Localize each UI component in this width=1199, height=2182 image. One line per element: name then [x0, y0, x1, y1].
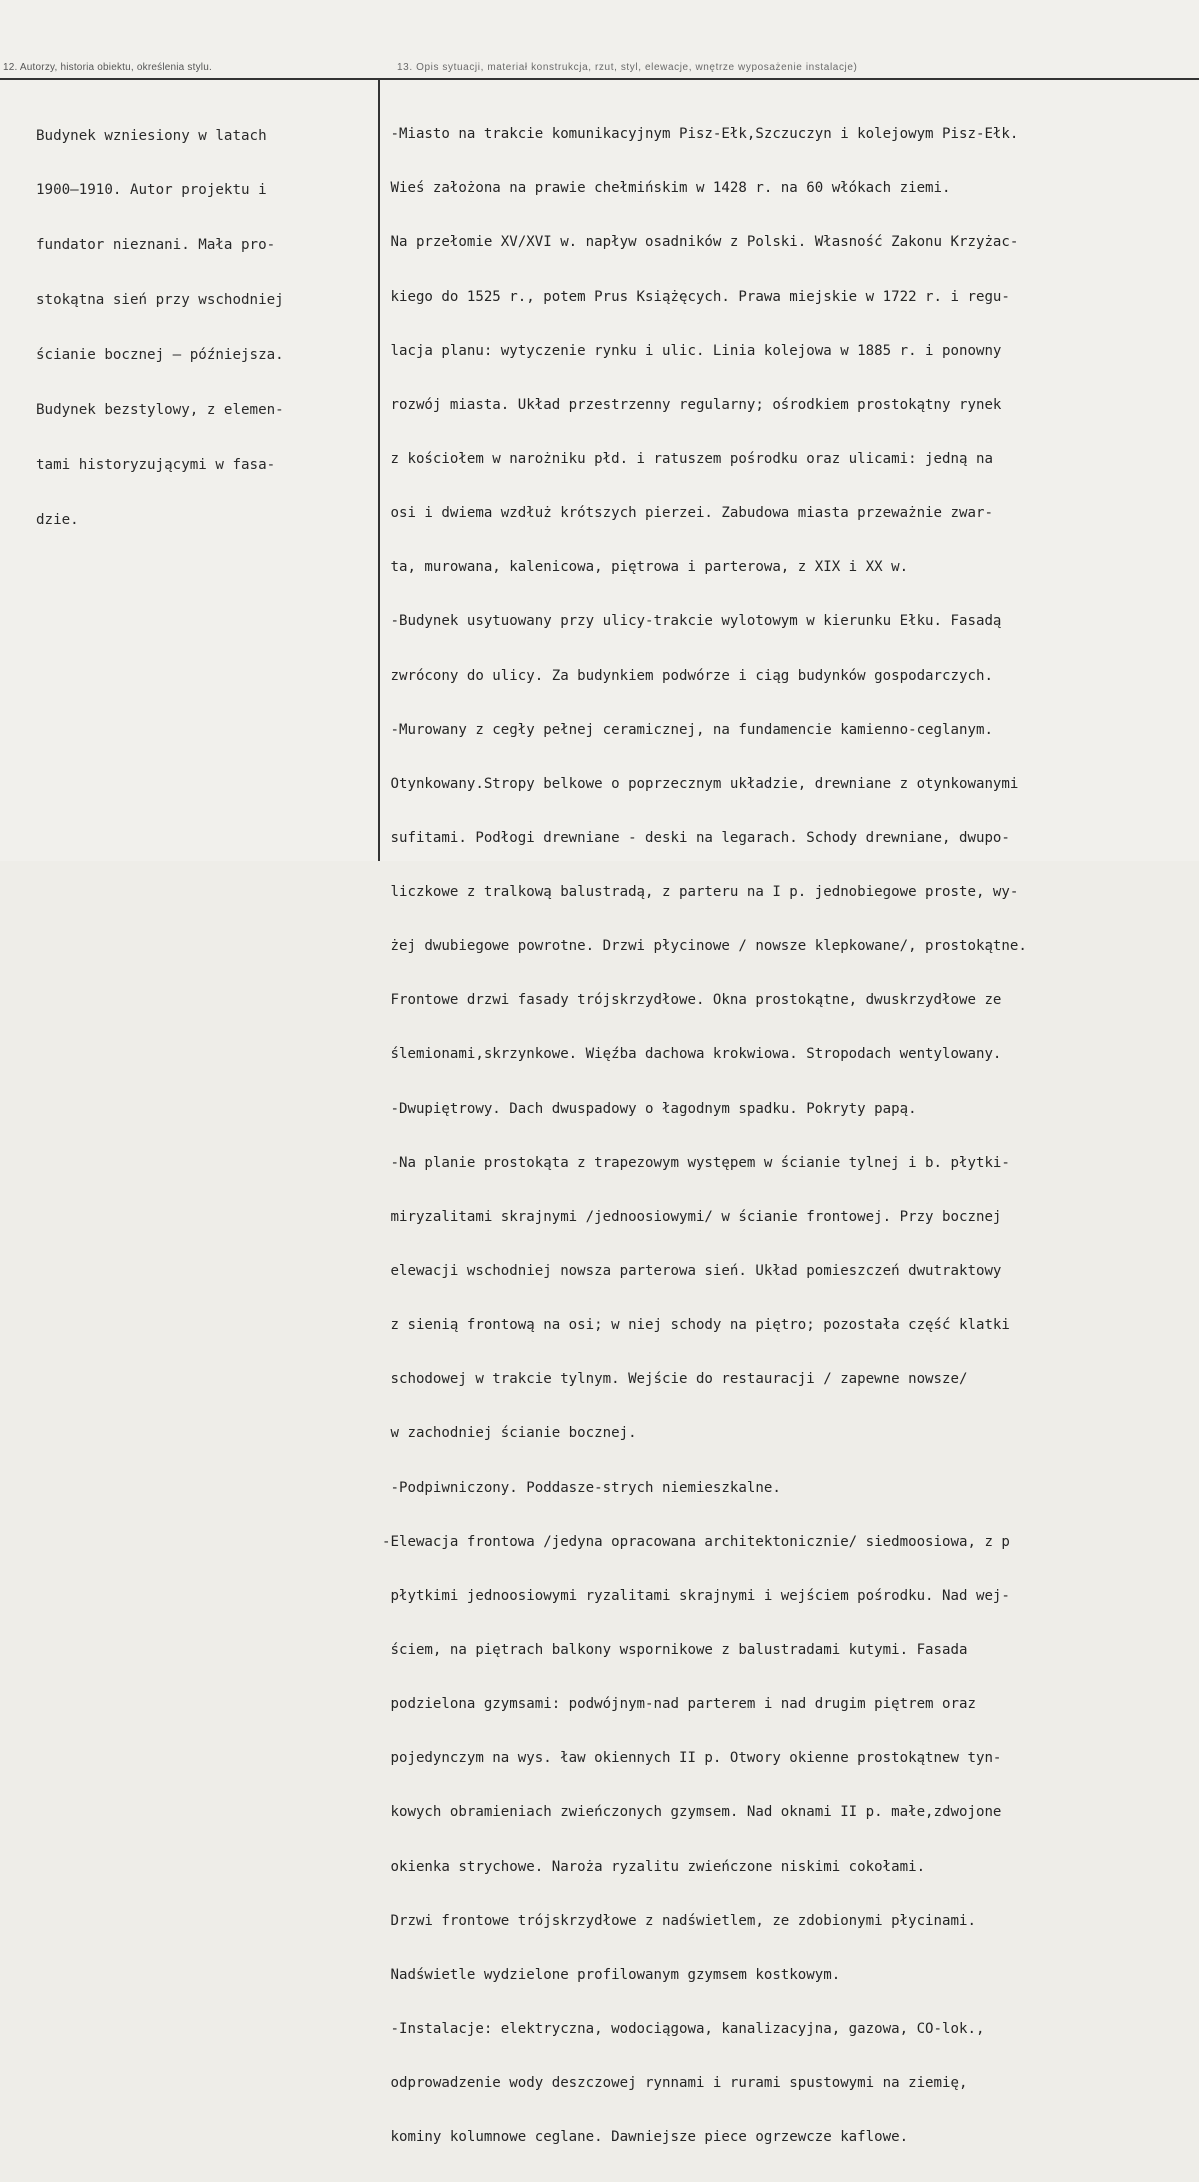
- text-line: miryzalitami skrajnymi /jednoosiowymi/ w ścianie frontowej. Przy bocznej: [382, 1208, 1002, 1225]
- text-line: podzielona gzymsami: podwójnym-nad parterem i nad drugim piętrem oraz: [382, 1696, 976, 1713]
- text-line: fundator nieznani. Mała pro-: [36, 237, 276, 254]
- text-line: -Murowany z cegły pełnej ceramicznej, na fundamencie kamienno-ceglanym.: [382, 721, 993, 738]
- text-line: -Instalacje: elektryczna, wodociągowa, kanalizacyjna, gazowa, CO-lok.,: [382, 2021, 985, 2038]
- text-line: rozwój miasta. Układ przestrzenny regularny; ośrodkiem prostokątny rynek: [382, 396, 1002, 413]
- text-line: w zachodniej ścianie bocznej.: [382, 1425, 637, 1442]
- text-line: odprowadzenie wody deszczowej rynnami i rurami spustowymi na ziemię,: [382, 2075, 968, 2092]
- text-line: -Dwupiętrowy. Dach dwuspadowy o łagodnym spadku. Pokryty papą.: [382, 1100, 917, 1117]
- text-line: Otynkowany.Stropy belkowe o poprzecznym układzie, drewniane z otynkowanymi: [382, 775, 1019, 792]
- text-line: schodowej w trakcie tylnym. Wejście do restauracji / zapewne nowsze/: [382, 1371, 968, 1388]
- text-line: Drzwi frontowe trójskrzydłowe z nadświetlem, ze zdobionymi płycinami.: [382, 1912, 976, 1929]
- text-line: sufitami. Podłogi drewniane - deski na legarach. Schody drewniane, dwupo-: [382, 829, 1010, 846]
- column-divider: [378, 78, 380, 861]
- text-line: z sienią frontową na osi; w niej schody na piętro; pozostała część klatki: [382, 1317, 1010, 1334]
- text-line: ścianie bocznej – późniejsza.: [36, 347, 284, 364]
- text-line: żej dwubiegowe powrotne. Drzwi płycinowe / nowsze klepkowane/, prostokątne.: [382, 938, 1027, 955]
- section-13-header: 13. Opis sytuacji, materiał konstrukcja, rzut, styl, elewacje, wnętrze wyposażenie instalacje): [397, 62, 858, 73]
- text-line: płytkimi jednoosiowymi ryzalitami skrajnymi i wejściem pośrodku. Nad wej-: [382, 1587, 1010, 1604]
- header-divider: [0, 78, 1199, 80]
- text-line: Budynek bezstylowy, z elemen-: [36, 402, 284, 419]
- text-line: okienka strychowe. Naroża ryzalitu zwieńczone niskimi cokołami.: [382, 1858, 926, 1875]
- text-line: elewacji wschodniej nowsza parterowa sień. Układ pomieszczeń dwutraktowy: [382, 1263, 1002, 1280]
- text-line: -Miasto na trakcie komunikacyjnym Pisz-Ełk,Szczuczyn i kolejowym Pisz-Ełk.: [382, 126, 1019, 143]
- text-line: -Na planie prostokąta z trapezowym występem w ścianie tylnej i b. płytki-: [382, 1154, 1010, 1171]
- text-line: kowych obramieniach zwieńczonych gzymsem. Nad oknami II p. małe,zdwojone: [382, 1804, 1002, 1821]
- text-line: dzie.: [36, 511, 79, 528]
- text-line: liczkowe z tralkową balustradą, z parteru na I p. jednobiegowe proste, wy-: [382, 884, 1019, 901]
- text-line: ta, murowana, kalenicowa, piętrowa i parterowa, z XIX i XX w.: [382, 559, 909, 576]
- text-line: 1900–1910. Autor projektu i: [36, 182, 267, 199]
- text-line: ślemionami,skrzynkowe. Więźba dachowa krokwiowa. Stropodach wentylowany.: [382, 1046, 1002, 1063]
- text-line: Nadświetle wydzielone profilowanym gzymsem kostkowym.: [382, 1966, 841, 1983]
- text-line: z kościołem w narożniku płd. i ratuszem pośrodku oraz ulicami: jedną na: [382, 450, 993, 467]
- text-line: ściem, na piętrach balkony wspornikowe z balustradami kutymi. Fasada: [382, 1642, 968, 1659]
- text-line: -Podpiwniczony. Poddasze-strych niemieszkalne.: [382, 1479, 781, 1496]
- text-line: kominy kolumnowe ceglane. Dawniejsze piece ogrzewcze kaflowe.: [382, 2129, 909, 2146]
- text-line: Na przełomie XV/XVI w. napływ osadników z Polski. Własność Zakonu Krzyżac-: [382, 234, 1019, 251]
- text-line: -Elewacja frontowa /jedyna opracowana architektonicznie/ siedmoosiowa, z p: [382, 1533, 1010, 1550]
- text-line: Budynek wzniesiony w latach: [36, 127, 267, 144]
- text-line: kiego do 1525 r., potem Prus Książęcych. Prawa miejskie w 1722 r. i regu-: [382, 288, 1010, 305]
- text-line: stokątna sień przy wschodniej: [36, 292, 284, 309]
- text-line: tami historyzującymi w fasa-: [36, 456, 276, 473]
- text-line: Frontowe drzwi fasady trójskrzydłowe. Okna prostokątne, dwuskrzydłowe ze: [382, 992, 1002, 1009]
- description-text: [382, 89, 1187, 2182]
- text-line: lacja planu: wytyczenie rynku i ulic. Linia kolejowa w 1885 r. i ponowny: [382, 342, 1002, 359]
- text-line: pojedynczym na wys. ław okiennych II p. Otwory okienne prostokątnew tyn-: [382, 1750, 1002, 1767]
- text-line: osi i dwiema wzdłuż krótszych pierzei. Zabudowa miasta przeważnie zwar-: [382, 505, 993, 522]
- section-12-header: 12. Autorzy, historia obiektu, określenia stylu.: [3, 62, 212, 73]
- authors-history-text: [36, 90, 356, 566]
- text-line: Wieś założona na prawie chełmińskim w 1428 r. na 60 włókach ziemi.: [382, 180, 951, 197]
- text-line: -Budynek usytuowany przy ulicy-trakcie wylotowym w kierunku Ełku. Fasadą: [382, 613, 1002, 630]
- text-line: zwrócony do ulicy. Za budynkiem podwórze i ciąg budynków gospodarczych.: [382, 667, 993, 684]
